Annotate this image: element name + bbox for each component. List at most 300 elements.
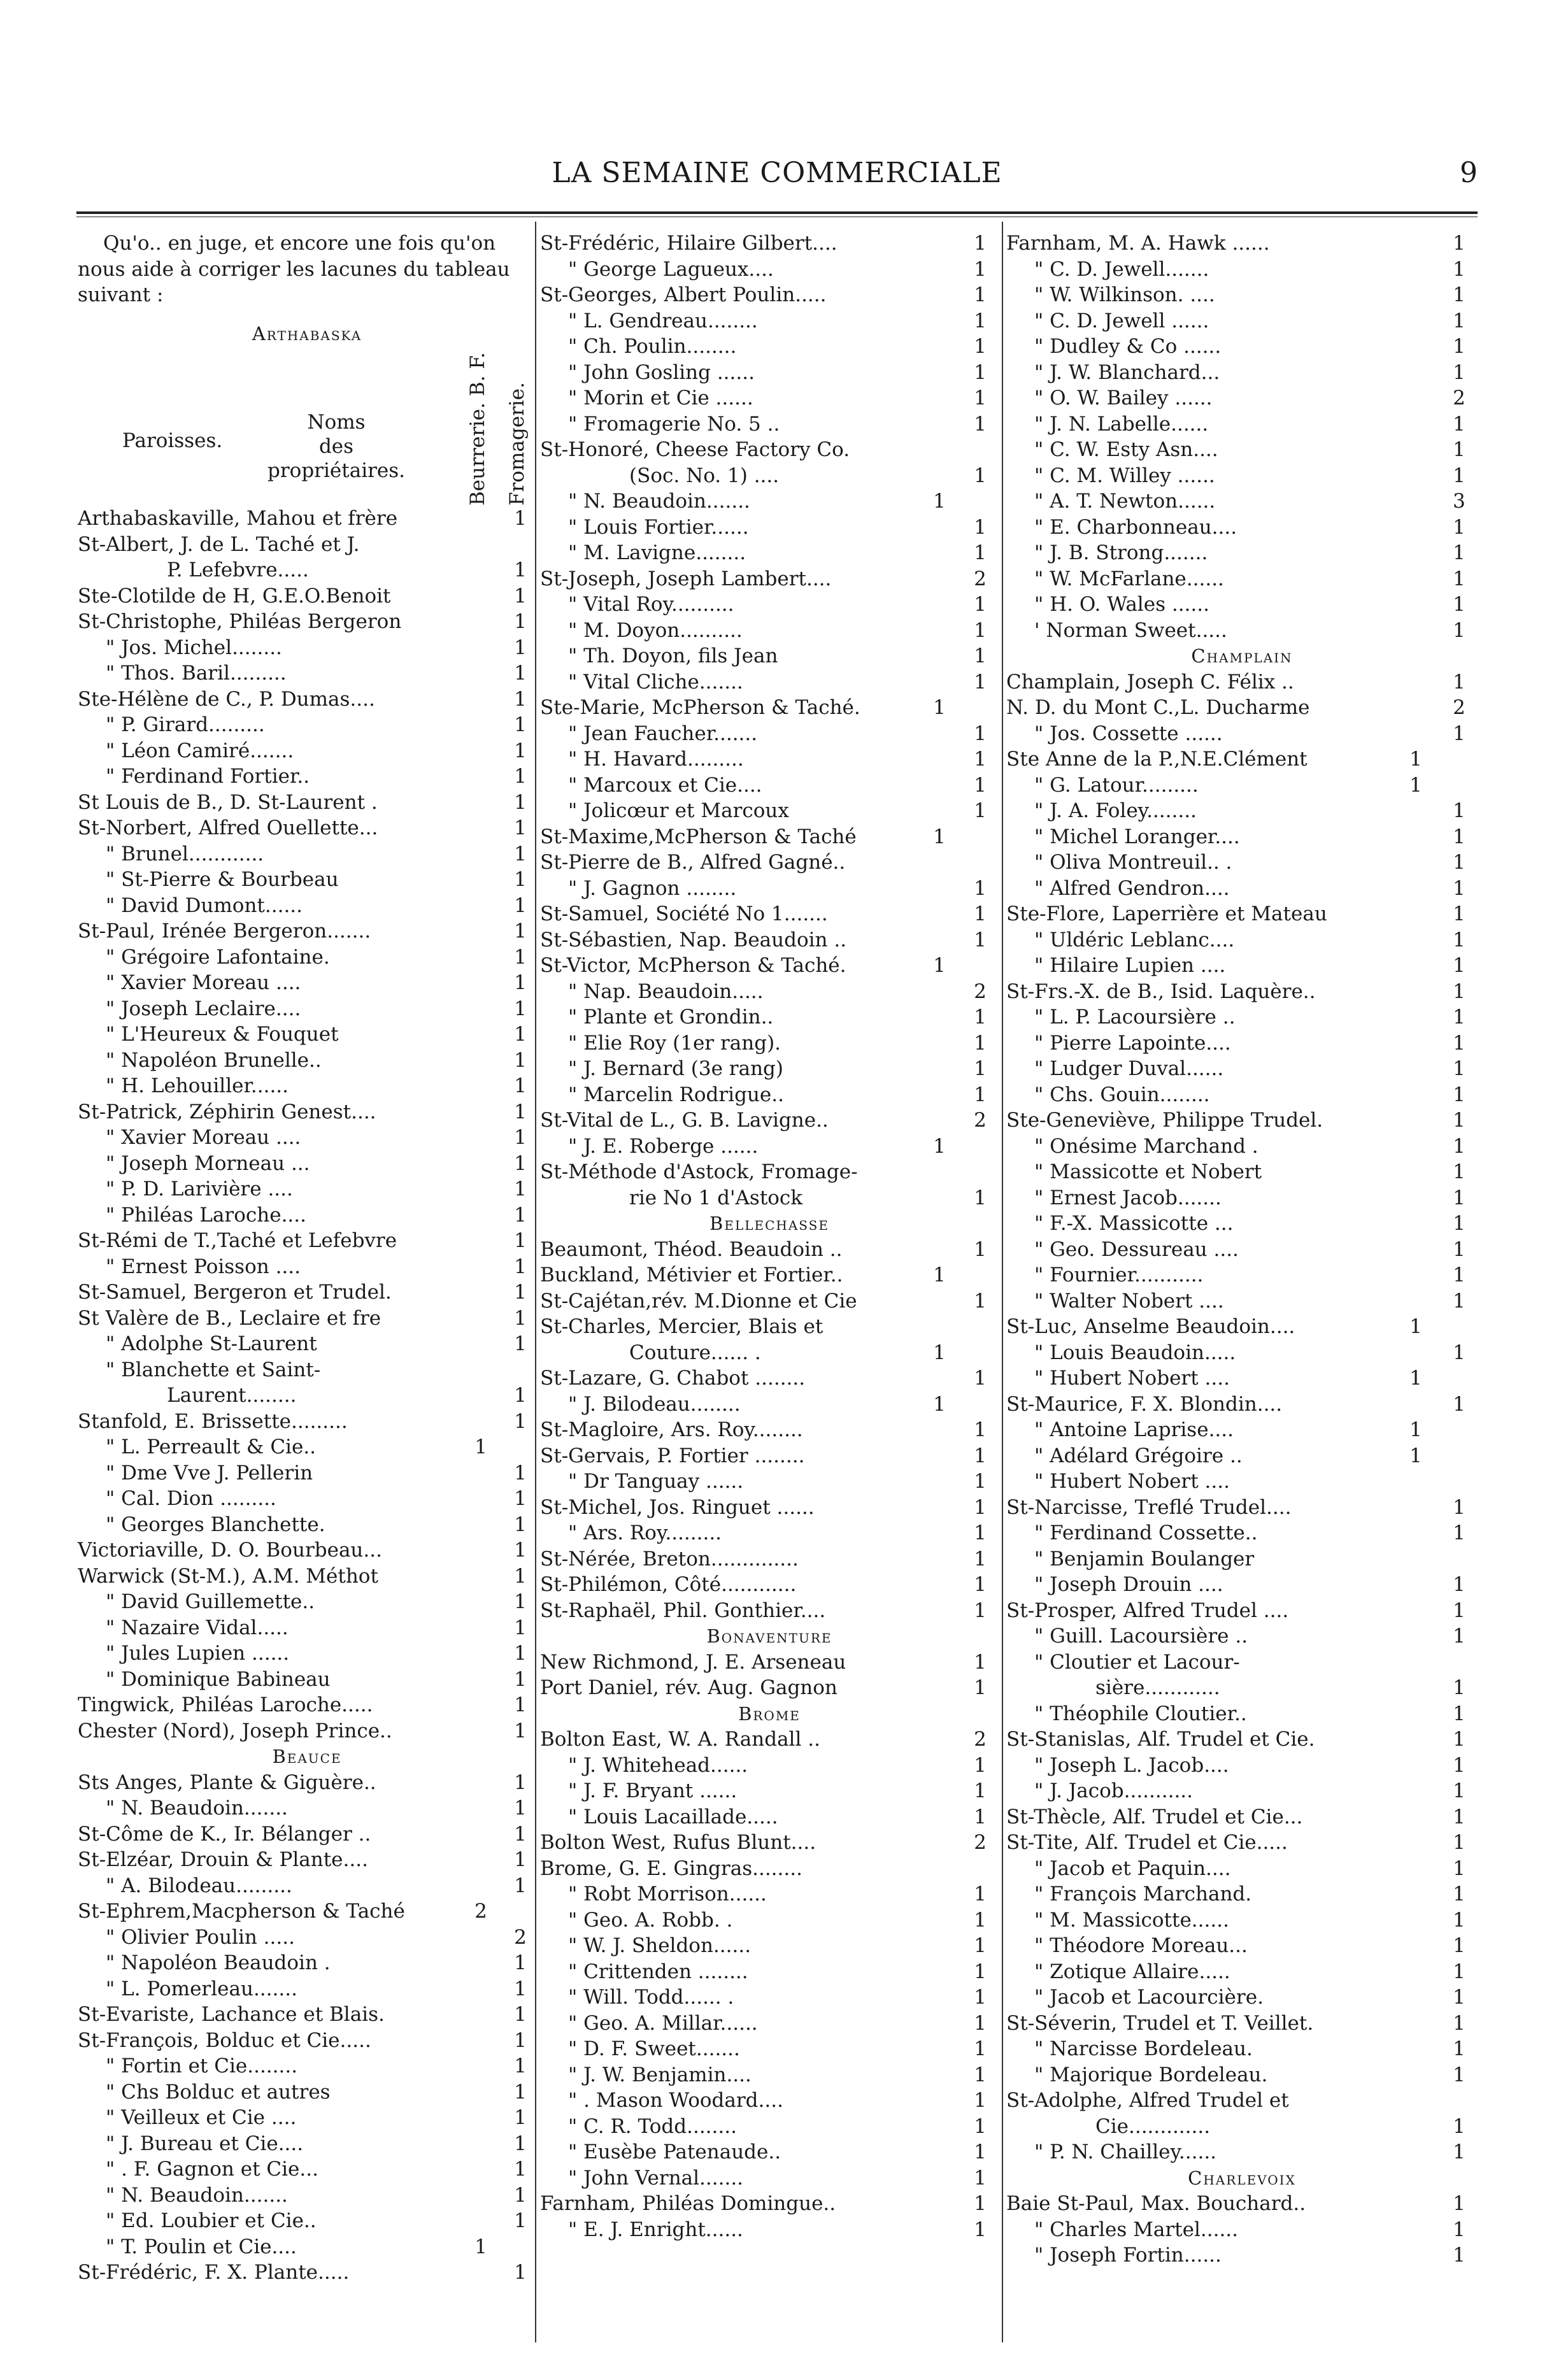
table-row (1006, 540, 1478, 566)
fromagerie-count: 1 (1453, 2141, 1465, 2163)
fromagerie-count: 1 (1453, 360, 1465, 384)
fromagerie-count: 1 (974, 232, 987, 255)
table-row (540, 1650, 999, 1676)
table-row (78, 2156, 536, 2183)
fromagerie-count: 1 (1453, 1160, 1465, 1183)
table-row (1006, 1572, 1478, 1598)
entries-list (1006, 231, 1478, 2269)
intro-line: Qu'o.. en juge, et encore une fois qu'on (103, 232, 496, 255)
table-row (78, 2053, 536, 2079)
table-row (78, 2079, 536, 2106)
entry-text: " P. D. Larivière .... (106, 1178, 293, 1201)
fromagerie-count: 1 (1453, 902, 1465, 925)
entry-text: St-Raphaël, Phil. Gonthier.... (540, 1599, 826, 1622)
fromagerie-count: 1 (514, 1797, 527, 1820)
table-row (540, 411, 999, 438)
names-heading-line: des (318, 435, 354, 458)
table-row (78, 2131, 536, 2157)
fromagerie-count: 1 (974, 335, 987, 358)
entry-text: " E. J. Enright...... (568, 2218, 743, 2241)
fromagerie-count: 1 (974, 799, 987, 822)
table-row (540, 257, 999, 283)
entry-text: St-Prosper, Alfred Trudel .... (1006, 1599, 1289, 1622)
entry-text: " Benjamin Boulanger (1034, 1547, 1255, 1571)
entry-text: " Veilleux et Cie .... (106, 2106, 297, 2129)
table-row (78, 738, 536, 764)
names-heading-line: Noms (307, 411, 366, 434)
fromagerie-count: 1 (514, 894, 527, 917)
column-2 (540, 231, 999, 2242)
table-row (1006, 2191, 1478, 2217)
entry-text: " Hilaire Lupien .... (1034, 954, 1226, 977)
entry-text: " Dr Tanguay ...... (568, 1470, 744, 1493)
fromagerie-count: 1 (514, 1616, 527, 1639)
table-row (1006, 2062, 1478, 2088)
table-row (540, 1804, 999, 1830)
entry-text: " Charles Martel...... (1034, 2218, 1239, 2241)
entry-text: St-Norbert, Alfred Ouellette... (78, 816, 378, 839)
fromagerie-count: 1 (974, 928, 987, 951)
entry-text: St-Elzéar, Drouin & Plante.... (78, 1848, 368, 1871)
fromagerie-count: 1 (514, 1719, 527, 1742)
section-heading: Bonaventure (706, 1625, 832, 1647)
table-row (1006, 385, 1478, 411)
entry-text: St-Michel, Jos. Ringuet ...... (540, 1495, 815, 1519)
table-row (78, 2183, 536, 2209)
table-row (1006, 953, 1478, 979)
entry-text: P. Lefebvre..... (167, 559, 309, 581)
table-row (78, 1176, 536, 1202)
entry-text: " Robt Morrison...... (568, 1883, 767, 1906)
fromagerie-count: 1 (1453, 1934, 1465, 1957)
fromagerie-count: 1 (1453, 980, 1465, 1003)
entry-text: " Crittenden ........ (568, 1960, 748, 1983)
table-row (78, 918, 536, 944)
table-row (78, 2208, 536, 2234)
entry-text: " W. J. Sheldon...... (568, 1934, 752, 1957)
entry-text: sière............ (1095, 1676, 1220, 1699)
table-row (540, 2191, 999, 2217)
entry-text: " J. B. Strong....... (1034, 541, 1208, 564)
fromagerie-count: 1 (1453, 1341, 1465, 1364)
table-row (540, 2165, 999, 2191)
entry-text: " Blanchette et Saint- (106, 1358, 321, 1381)
table-row (78, 841, 536, 867)
fromagerie-count: 1 (514, 1590, 527, 1613)
fromagerie-count: 1 (514, 1281, 527, 1304)
entry-text: " A. T. Newton...... (1034, 490, 1216, 513)
entry-text: " Joseph Morneau ... (106, 1151, 310, 1175)
entry-text: " Joseph Fortin...... (1034, 2244, 1222, 2267)
table-row (540, 1753, 999, 1779)
fromagerie-count: 1 (1453, 876, 1465, 900)
entry-text: " Philéas Laroche.... (106, 1203, 306, 1227)
fromagerie-count: 1 (514, 2028, 527, 2052)
page-number: 9 (1460, 157, 1478, 189)
entry-text: " Théodore Moreau... (1034, 1934, 1248, 1957)
entry-text: N. D. du Mont C.,L. Ducharme (1006, 696, 1310, 719)
entry-text: St-Maurice, F. X. Blondin.... (1006, 1392, 1283, 1416)
table-row (1006, 1830, 1478, 1856)
table-row (540, 1185, 999, 1211)
entry-text: Cie............. (1095, 2114, 1211, 2138)
entry-text: (Soc. No. 1) .... (629, 464, 780, 487)
entry-text: St-Pierre de B., Alfred Gagné.. (540, 851, 846, 874)
fromagerie-count: 1 (1453, 1006, 1465, 1029)
fromagerie-count: 1 (1453, 1289, 1465, 1313)
entry-text: " Dudley & Co ...... (1034, 335, 1222, 358)
entry-text: St-Côme de K., Ir. Bélanger .. (78, 1822, 371, 1846)
table-row (540, 2062, 999, 2088)
table-row (1006, 1159, 1478, 1185)
entry-text: St-Paul, Irénée Bergeron....... (78, 920, 371, 943)
entry-text: " Geo. A. Millar...... (568, 2011, 758, 2035)
fromagerie-count: 1 (1453, 2192, 1465, 2215)
entry-text: St-Lazare, G. Chabot ........ (540, 1367, 806, 1390)
table-row (540, 1056, 999, 1082)
table-row (1006, 1443, 1478, 1469)
entry-text: " Jos. Michel........ (106, 636, 282, 659)
entry-text: " H. Lehouiller...... (106, 1074, 289, 1097)
table-row (1006, 850, 1478, 876)
intro-line: nous aide à corriger les lacunes du tableau (78, 257, 510, 281)
entries-list (540, 231, 999, 2242)
fromagerie-count: 1 (1453, 2011, 1465, 2035)
entry-text: " Eusèbe Patenaude.. (568, 2141, 781, 2163)
entry-text: " Massicotte et Nobert (1034, 1160, 1262, 1183)
table-row (78, 1048, 536, 1074)
fromagerie-count: 1 (1453, 1083, 1465, 1106)
entry-text: " T. Poulin et Cie.... (106, 2235, 297, 2258)
fromagerie-count: 1 (974, 387, 987, 410)
table-row (1006, 566, 1478, 592)
table-row (540, 773, 999, 799)
entry-text: St-Maxime,McPherson & Taché (540, 825, 857, 848)
entry-text: Warwick (St-M.), A.M. Méthot (78, 1564, 378, 1588)
table-row (540, 1985, 999, 2011)
entry-text: " Jolicœur et Marcoux (568, 799, 789, 822)
entry-text: " Plante et Grondin.. (568, 1006, 774, 1029)
entry-text: " Oliva Montreuil.. . (1034, 851, 1232, 874)
entry-text: St-Sébastien, Nap. Beaudoin .. (540, 928, 847, 951)
table-row (1006, 1881, 1478, 1907)
table-row (540, 618, 999, 644)
table-row (1006, 592, 1478, 618)
table-row (540, 488, 999, 515)
entry-text: " Adélard Grégoire .. (1034, 1444, 1243, 1467)
table-row (1006, 901, 1478, 927)
entry-text: " Morin et Cie ...... (568, 387, 753, 410)
beurrerie-count: 1 (474, 2235, 487, 2258)
fromagerie-count: 1 (1453, 2244, 1465, 2267)
fromagerie-count: 1 (514, 816, 527, 839)
fromagerie-count: 1 (514, 1023, 527, 1046)
fromagerie-count: 2 (974, 1728, 987, 1751)
table-row (1006, 1959, 1478, 1985)
table-row (78, 2234, 536, 2260)
entry-text: Chester (Nord), Joseph Prince.. (78, 1719, 392, 1742)
entry-text: " Xavier Moreau .... (106, 971, 301, 994)
fromagerie-count: 1 (514, 2261, 527, 2284)
entry-text: " A. Bilodeau......... (106, 1874, 292, 1897)
entry-text: " Louis Fortier...... (568, 515, 749, 539)
fromagerie-count: 1 (974, 412, 987, 436)
table-row (1006, 231, 1478, 257)
table-row (540, 515, 999, 541)
entry-text: " Cloutier et Lacour- (1034, 1650, 1240, 1674)
fromagerie-count: 1 (1453, 1264, 1465, 1286)
entry-text: " Jacob et Paquin.... (1034, 1856, 1231, 1880)
entry-text: " Jos. Cossette ...... (1034, 722, 1223, 745)
table-row (1006, 2139, 1478, 2165)
fromagerie-count: 1 (1453, 1728, 1465, 1751)
table-row (540, 1159, 999, 1185)
table-row (78, 970, 536, 996)
fromagerie-count: 1 (514, 1539, 527, 1562)
table-row (540, 282, 999, 308)
entry-text: " Onésime Marchand . (1034, 1134, 1258, 1158)
entry-text: " L. Perreault & Cie.. (106, 1436, 317, 1458)
table-row (78, 1434, 536, 1460)
entry-text: " P. N. Chailley...... (1034, 2141, 1217, 2163)
table-row (540, 1134, 999, 1160)
fromagerie-count: 1 (974, 1289, 987, 1313)
fromagerie-count: 1 (1453, 1521, 1465, 1544)
entry-text: Victoriaville, D. O. Bourbeau... (78, 1539, 382, 1562)
entry-text: St-Magloire, Ars. Roy........ (540, 1418, 803, 1441)
fromagerie-count: 1 (974, 670, 987, 694)
entry-text: " C. M. Willey ...... (1034, 464, 1215, 487)
entry-text: Laurent........ (167, 1384, 297, 1407)
intro-line: suivant : (78, 283, 164, 306)
entry-text: Baie St-Paul, Max. Bouchard.. (1006, 2192, 1306, 2215)
table-row (540, 360, 999, 386)
beurrerie-heading: Beurrerie. B. F. (466, 352, 489, 506)
table-row (78, 1306, 536, 1332)
table-row (1006, 1933, 1478, 1959)
table-row (78, 712, 536, 738)
table-row (1006, 1030, 1478, 1057)
table-row (78, 1279, 536, 1306)
fromagerie-count: 1 (1453, 1702, 1465, 1725)
fromagerie-count: 1 (974, 2011, 987, 2035)
fromagerie-count: 1 (514, 2055, 527, 2077)
entry-text: " Walter Nobert .... (1034, 1289, 1224, 1313)
fromagerie-count: 1 (1453, 2037, 1465, 2060)
fromagerie-count: 1 (1453, 1779, 1465, 1802)
entry-text: St-Cajétan,rév. M.Dionne et Cie (540, 1289, 857, 1313)
fromagerie-count: 1 (1453, 1831, 1465, 1854)
entry-text: " Pierre Lapointe.... (1034, 1031, 1231, 1055)
fromagerie-count: 1 (974, 1676, 987, 1699)
entry-text: " F.-X. Massicotte ... (1034, 1212, 1234, 1235)
fromagerie-count: 1 (514, 1874, 527, 1897)
entry-text: " Dme Vve J. Pellerin (106, 1461, 313, 1485)
entry-text: " Adolphe St-Laurent (106, 1332, 317, 1355)
page-header (76, 152, 1478, 196)
table-row (78, 1925, 536, 1951)
table-row (78, 1409, 536, 1435)
fromagerie-count: 1 (974, 515, 987, 539)
fromagerie-count: 1 (974, 593, 987, 616)
fromagerie-count: 2 (974, 1831, 987, 1854)
entry-text: " . F. Gagnon et Cie... (106, 2158, 318, 2181)
table-row (1006, 1856, 1478, 1882)
fromagerie-count: 1 (1453, 1908, 1465, 1932)
entry-text: St-Christophe, Philéas Bergeron (78, 610, 402, 633)
table-row (540, 1004, 999, 1030)
table-row (1006, 1082, 1478, 1108)
fromagerie-count: 1 (974, 1599, 987, 1622)
table-row (78, 2260, 536, 2286)
table-row (1006, 1495, 1478, 1521)
entry-text: St-Victor, McPherson & Taché. (540, 954, 846, 977)
fromagerie-count: 1 (1453, 954, 1465, 977)
entry-text: St-Rémi de T.,Taché et Lefebvre (78, 1229, 397, 1252)
fromagerie-count: 2 (974, 1109, 987, 1132)
fromagerie-count: 1 (514, 2158, 527, 2181)
parishes-heading: Paroisses. (122, 429, 223, 452)
table-row (1006, 1675, 1478, 1701)
table-row (78, 1615, 536, 1641)
table-row (1006, 360, 1478, 386)
table-row (540, 1598, 999, 1624)
table-row (78, 1383, 536, 1409)
fromagerie-count: 1 (1453, 1392, 1465, 1416)
entry-text: " Geo. Dessureau .... (1034, 1237, 1239, 1261)
fromagerie-count: 1 (514, 997, 527, 1020)
table-row (78, 1254, 536, 1280)
entry-text: St-Georges, Albert Poulin..... (540, 283, 827, 306)
fromagerie-count: 1 (974, 1083, 987, 1106)
entry-text: " J. Whitehead...... (568, 1753, 748, 1777)
fromagerie-count: 1 (1453, 1856, 1465, 1880)
entry-text: St-Thècle, Alf. Trudel et Cie... (1006, 1805, 1303, 1828)
fromagerie-count: 1 (974, 1908, 987, 1932)
table-row (78, 1976, 536, 2002)
fromagerie-count: 1 (1453, 1573, 1465, 1596)
fromagerie-count: 1 (514, 1848, 527, 1871)
fromagerie-count: 2 (974, 980, 987, 1003)
table-row (540, 566, 999, 592)
fromagerie-count: 1 (514, 868, 527, 891)
entry-text: " . Mason Woodard.... (568, 2089, 783, 2112)
table-row (540, 334, 999, 360)
table-row (540, 2139, 999, 2165)
table-row (540, 2011, 999, 2037)
fromagerie-count: 1 (514, 920, 527, 943)
fromagerie-count: 1 (1453, 1495, 1465, 1519)
entry-text: " Geo. A. Robb. . (568, 1908, 733, 1932)
entry-text: " J. W. Benjamin.... (568, 2063, 752, 2086)
entry-text: " H. Havard......... (568, 748, 744, 771)
fromagerie-count: 2 (1453, 696, 1465, 719)
table-row (1006, 1056, 1478, 1082)
table-row (540, 1881, 999, 1907)
table-row (1006, 1365, 1478, 1392)
section-heading: Champlain (1191, 645, 1293, 667)
table-row (78, 1770, 536, 1796)
names-heading-line: propriétaires. (267, 459, 406, 482)
table-row (540, 1727, 999, 1753)
entry-text: St-Gervais, P. Fortier ........ (540, 1444, 805, 1467)
fromagerie-count: 1 (514, 636, 527, 659)
fromagerie-count: 1 (1453, 1057, 1465, 1080)
entry-text: " Ed. Loubier et Cie.. (106, 2209, 317, 2232)
entry-text: Bolton East, W. A. Randall .. (540, 1728, 820, 1751)
entry-text: " N. Beaudoin....... (106, 1797, 288, 1820)
beurrerie-count: 1 (474, 1436, 487, 1458)
table-row (1006, 1701, 1478, 1727)
table-row (540, 1108, 999, 1134)
table-row (78, 1667, 536, 1693)
table-row (78, 660, 536, 687)
table-row (540, 385, 999, 411)
entry-text: " J. W. Blanchard... (1034, 360, 1220, 384)
table-row (78, 1357, 536, 1383)
entry-text: " François Marchand. (1034, 1883, 1252, 1906)
entry-text: Ste-Hélène de C., P. Dumas.... (78, 687, 375, 711)
table-row (1006, 1598, 1478, 1624)
entry-text: St-Frédéric, Hilaire Gilbert.... (540, 232, 838, 255)
table-row (78, 583, 536, 609)
table-row (540, 1675, 999, 1701)
beurrerie-count: 1 (1409, 1367, 1422, 1390)
entry-text: " Narcisse Bordeleau. (1034, 2037, 1253, 2060)
entry-text: " Guill. Lacoursière .. (1034, 1625, 1248, 1648)
table-row (1006, 1753, 1478, 1779)
entry-text: St-Patrick, Zéphirin Genest.... (78, 1100, 376, 1123)
entry-text: St-Evariste, Lachance et Blais. (78, 2003, 385, 2026)
table-row (1006, 437, 1478, 463)
entry-text: Ste-Clotilde de H, G.E.O.Benoit (78, 584, 391, 608)
fromagerie-count: 1 (1453, 1960, 1465, 1983)
entry-text: Ste-Flore, Laperrière et Mateau (1006, 902, 1327, 925)
entry-text: " George Lagueux.... (568, 257, 774, 281)
beurrerie-count: 1 (1409, 773, 1422, 797)
table-row (540, 1959, 999, 1985)
table-row (78, 944, 536, 971)
fromagerie-count: 1 (974, 1521, 987, 1544)
entry-text: Farnham, M. A. Hawk ...... (1006, 232, 1270, 255)
table-row (1006, 1469, 1478, 1495)
fromagerie-count: 1 (514, 739, 527, 762)
table-row (540, 1495, 999, 1521)
table-row (540, 1572, 999, 1598)
table-row (540, 592, 999, 618)
fromagerie-count: 1 (974, 2063, 987, 2086)
table-row (78, 1486, 536, 1512)
table-row (540, 1030, 999, 1057)
table-row (78, 1331, 536, 1357)
fromagerie-count: 1 (974, 1573, 987, 1596)
entry-text: " Fournier........... (1034, 1264, 1204, 1286)
fromagerie-count: 1 (514, 1178, 527, 1201)
fromagerie-count: 1 (514, 1667, 527, 1691)
table-row (78, 815, 536, 841)
fromagerie-count: 1 (514, 1048, 527, 1072)
table-row (78, 1589, 536, 1615)
table-row (1006, 746, 1478, 773)
entry-text: " Joseph Drouin .... (1034, 1573, 1223, 1596)
entry-text: " Th. Doyon, fils Jean (568, 645, 778, 667)
entry-text: " Chs. Gouin........ (1034, 1083, 1210, 1106)
section-heading: Brome (738, 1702, 801, 1725)
fromagerie-count: 1 (1453, 722, 1465, 745)
fromagerie-count: 1 (974, 1960, 987, 1983)
fromagerie-count: 1 (974, 2218, 987, 2241)
entry-text: " Ernest Jacob....... (1034, 1186, 1222, 1209)
